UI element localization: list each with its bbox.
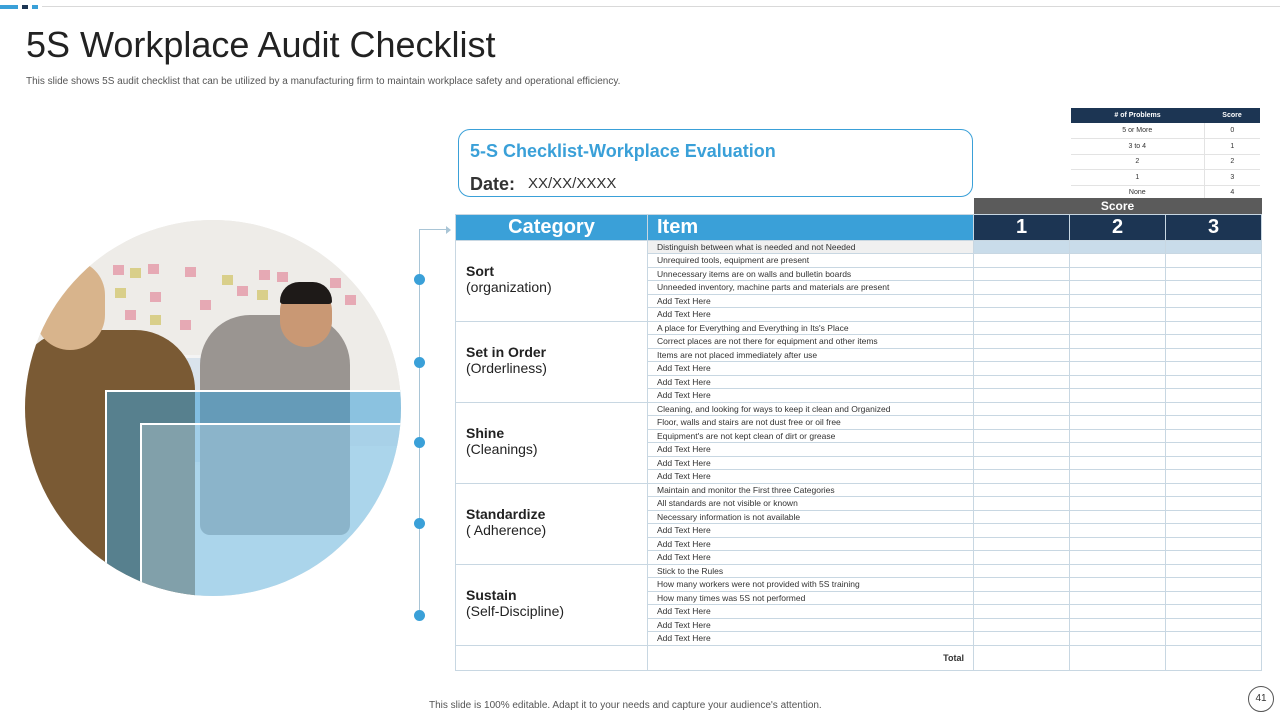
score-cell[interactable] <box>1166 510 1262 524</box>
score-cell[interactable] <box>1166 335 1262 349</box>
score-cell[interactable] <box>1166 591 1262 605</box>
score-cell[interactable] <box>1070 267 1166 281</box>
top-divider <box>42 6 1280 7</box>
table-row <box>1071 154 1260 170</box>
score-column-header: 2 <box>1070 214 1166 240</box>
sticky-note <box>150 292 161 302</box>
category-subtitle: (Orderliness) <box>466 359 547 376</box>
score-cell[interactable] <box>974 254 1070 268</box>
page-number: 41 <box>1248 686 1274 712</box>
page-title: 5S Workplace Audit Checklist <box>26 24 496 65</box>
score-cell[interactable] <box>974 429 1070 443</box>
problems-cell: 5 or More <box>1071 123 1204 139</box>
score-column-header: 1 <box>974 214 1070 240</box>
score-cell[interactable] <box>1166 483 1262 497</box>
score-cell[interactable] <box>974 524 1070 538</box>
checklist-item: Distinguish between what is needed and not Needed <box>648 240 974 254</box>
table-row <box>456 564 1262 578</box>
blank-cell <box>648 198 974 214</box>
category-subtitle: (Self-Discipline) <box>466 602 565 619</box>
sticky-note <box>115 288 126 298</box>
category-cell <box>456 240 648 321</box>
score-cell[interactable] <box>974 605 1070 619</box>
score-cell[interactable] <box>1070 375 1166 389</box>
score-cell[interactable] <box>1070 510 1166 524</box>
sticky-note <box>125 310 136 320</box>
score-cell[interactable] <box>974 348 1070 362</box>
total-score-cell[interactable] <box>1070 645 1166 670</box>
sticky-note <box>130 268 141 278</box>
checklist-item: Cleaning, and looking for ways to keep it clean and Organized <box>648 402 974 416</box>
table-row <box>456 483 1262 497</box>
problems-cell: 3 to 4 <box>1071 139 1204 155</box>
score-cell[interactable] <box>1070 335 1166 349</box>
score-header-row <box>456 198 1262 214</box>
score-cell[interactable] <box>974 443 1070 457</box>
score-cell[interactable] <box>974 510 1070 524</box>
score-cell[interactable] <box>1070 348 1166 362</box>
score-cell: 2 <box>1204 154 1260 170</box>
checklist-item: How many workers were not provided with 5S training <box>648 578 974 592</box>
score-cell[interactable] <box>1070 456 1166 470</box>
category-name: Set in Order <box>466 343 547 360</box>
footer-note: This slide is 100% editable. Adapt it to your needs and capture your audience's attention. <box>429 700 822 711</box>
checklist-item: Add Text Here <box>648 294 974 308</box>
score-cell[interactable] <box>1166 321 1262 335</box>
checklist-item: Add Text Here <box>648 362 974 376</box>
score-cell[interactable] <box>1070 389 1166 403</box>
checklist-item: How many times was 5S not performed <box>648 591 974 605</box>
score-cell[interactable] <box>974 470 1070 484</box>
checklist-item: Unneeded inventory, machine parts and materials are present <box>648 281 974 295</box>
score-cell[interactable] <box>1166 564 1262 578</box>
category-cell <box>456 402 648 483</box>
score-cell[interactable] <box>1166 308 1262 322</box>
score-group-header: Score <box>974 198 1262 214</box>
sticky-note <box>257 290 268 300</box>
score-cell[interactable] <box>1070 321 1166 335</box>
score-header: Score <box>1204 108 1260 123</box>
checklist-item: Add Text Here <box>648 605 974 619</box>
score-cell: 4 <box>1204 185 1260 201</box>
table-row <box>1071 123 1260 139</box>
score-cell[interactable] <box>1166 267 1262 281</box>
table-row <box>1071 170 1260 186</box>
problems-cell: 2 <box>1071 154 1204 170</box>
checklist-item: Add Text Here <box>648 524 974 538</box>
checklist-item: Add Text Here <box>648 389 974 403</box>
score-cell[interactable] <box>1070 537 1166 551</box>
checklist-item: Maintain and monitor the First three Categories <box>648 483 974 497</box>
sticky-note <box>277 272 288 282</box>
checklist-item: Add Text Here <box>648 308 974 322</box>
score-cell[interactable] <box>1166 389 1262 403</box>
column-header-row <box>456 214 1262 240</box>
sticky-note <box>330 278 341 288</box>
score-cell[interactable] <box>974 632 1070 646</box>
category-column-header: Category <box>456 214 648 240</box>
score-cell[interactable] <box>1070 470 1166 484</box>
timeline-line <box>419 229 420 617</box>
score-cell[interactable] <box>974 578 1070 592</box>
timeline-dot <box>414 610 425 621</box>
score-cell[interactable] <box>974 375 1070 389</box>
sticky-note <box>150 315 161 325</box>
checklist-item: Add Text Here <box>648 618 974 632</box>
page-subtitle: This slide shows 5S audit checklist that can be utilized by a manufacturing firm to maintain workplace safety and operational efficiency. <box>26 76 621 87</box>
score-cell[interactable] <box>1166 362 1262 376</box>
category-subtitle: (Cleanings) <box>466 440 538 457</box>
item-column-header: Item <box>648 214 974 240</box>
total-label: Total <box>648 645 974 670</box>
score-cell[interactable] <box>974 402 1070 416</box>
score-cell[interactable] <box>1166 524 1262 538</box>
sticky-note <box>237 286 248 296</box>
evaluation-box <box>458 129 973 197</box>
timeline-dot <box>414 274 425 285</box>
score-cell[interactable] <box>1166 375 1262 389</box>
score-cell[interactable] <box>974 551 1070 565</box>
checklist-item: Add Text Here <box>648 470 974 484</box>
checklist-item: Equipment's are not kept clean of dirt or grease <box>648 429 974 443</box>
evaluation-heading: 5-S Checklist-Workplace Evaluation <box>470 141 776 161</box>
score-cell[interactable] <box>1166 456 1262 470</box>
checklist-item: Correct places are not there for equipment and other items <box>648 335 974 349</box>
timeline-dot <box>414 437 425 448</box>
sticky-note <box>148 264 159 274</box>
score-cell[interactable] <box>974 456 1070 470</box>
category-subtitle: (organization) <box>466 278 552 295</box>
accent-square <box>22 5 28 9</box>
score-cell[interactable] <box>1070 362 1166 376</box>
timeline-arrow-icon <box>446 226 451 234</box>
score-cell[interactable] <box>1070 294 1166 308</box>
category-name: Standardize <box>466 505 546 522</box>
score-cell[interactable] <box>974 308 1070 322</box>
checklist-item: All standards are not visible or known <box>648 497 974 511</box>
score-cell[interactable] <box>1070 281 1166 295</box>
score-cell[interactable] <box>974 321 1070 335</box>
score-cell: 3 <box>1204 170 1260 186</box>
score-cell[interactable] <box>974 362 1070 376</box>
sticky-note <box>113 265 124 275</box>
table-row <box>456 321 1262 335</box>
score-cell[interactable] <box>1166 254 1262 268</box>
score-cell[interactable] <box>974 389 1070 403</box>
checklist-table <box>455 198 1262 671</box>
score-cell[interactable] <box>974 294 1070 308</box>
score-cell[interactable] <box>974 483 1070 497</box>
score-cell[interactable] <box>1166 470 1262 484</box>
score-cell[interactable] <box>974 240 1070 254</box>
checklist-item: Necessary information is not available <box>648 510 974 524</box>
score-cell[interactable] <box>1070 524 1166 538</box>
sticky-note <box>345 295 356 305</box>
checklist-item: Stick to the Rules <box>648 564 974 578</box>
score-cell[interactable] <box>1166 240 1262 254</box>
score-cell[interactable] <box>1070 483 1166 497</box>
blank-cell <box>456 198 648 214</box>
score-cell: 1 <box>1204 139 1260 155</box>
score-cell[interactable] <box>1070 591 1166 605</box>
sticky-note <box>259 270 270 280</box>
table-row <box>1071 139 1260 155</box>
category-cell <box>456 564 648 645</box>
total-row <box>456 645 1262 670</box>
checklist-item: Add Text Here <box>648 537 974 551</box>
sticky-note <box>180 320 191 330</box>
score-cell[interactable] <box>1070 254 1166 268</box>
top-accent-bar <box>0 5 1280 9</box>
score-cell: 0 <box>1204 123 1260 139</box>
score-cell[interactable] <box>1070 605 1166 619</box>
score-cell[interactable] <box>1070 497 1166 511</box>
table-row <box>456 402 1262 416</box>
score-cell[interactable] <box>974 591 1070 605</box>
score-cell[interactable] <box>1166 416 1262 430</box>
checklist-item: Add Text Here <box>648 632 974 646</box>
timeline-dot <box>414 357 425 368</box>
timeline-connector <box>419 229 449 230</box>
checklist-item: A place for Everything and Everything in Its's Place <box>648 321 974 335</box>
sticky-note <box>200 300 211 310</box>
sticky-note <box>185 267 196 277</box>
score-cell[interactable] <box>1070 578 1166 592</box>
score-cell[interactable] <box>1070 632 1166 646</box>
total-score-cell[interactable] <box>974 645 1070 670</box>
photo-person-hair <box>280 282 332 304</box>
score-cell[interactable] <box>1166 429 1262 443</box>
category-cell <box>456 321 648 402</box>
score-cell[interactable] <box>974 335 1070 349</box>
checklist-item: Add Text Here <box>648 443 974 457</box>
score-cell[interactable] <box>1070 443 1166 457</box>
score-cell[interactable] <box>1166 348 1262 362</box>
problems-cell: 1 <box>1071 170 1204 186</box>
date-value[interactable]: XX/XX/XXXX <box>528 175 617 192</box>
score-cell[interactable] <box>974 618 1070 632</box>
score-cell[interactable] <box>1166 551 1262 565</box>
table-row <box>456 240 1262 254</box>
checklist-item: Unrequired tools, equipment are present <box>648 254 974 268</box>
checklist-item: Floor, walls and stairs are not dust free or oil free <box>648 416 974 430</box>
score-cell[interactable] <box>1166 578 1262 592</box>
score-column-header: 3 <box>1166 214 1262 240</box>
category-cell <box>456 483 648 564</box>
score-cell[interactable] <box>1070 416 1166 430</box>
score-cell[interactable] <box>1166 605 1262 619</box>
score-cell[interactable] <box>974 537 1070 551</box>
date-label: Date: <box>470 174 516 194</box>
score-cell[interactable] <box>1070 551 1166 565</box>
score-cell[interactable] <box>1070 402 1166 416</box>
sticky-note <box>222 275 233 285</box>
problems-score-table <box>1071 108 1260 201</box>
score-cell[interactable] <box>974 564 1070 578</box>
checklist-item: Unnecessary items are on walls and bulletin boards <box>648 267 974 281</box>
score-cell[interactable] <box>1166 443 1262 457</box>
problems-header: # of Problems <box>1071 108 1204 123</box>
score-cell[interactable] <box>974 416 1070 430</box>
category-name: Sort <box>466 262 494 279</box>
score-cell[interactable] <box>1070 308 1166 322</box>
photo-overlay-frame <box>140 423 401 596</box>
score-cell[interactable] <box>974 281 1070 295</box>
score-cell[interactable] <box>1070 564 1166 578</box>
problems-cell: None <box>1071 185 1204 201</box>
score-cell[interactable] <box>1166 402 1262 416</box>
score-cell[interactable] <box>974 267 1070 281</box>
score-cell[interactable] <box>974 497 1070 511</box>
checklist-item: Add Text Here <box>648 551 974 565</box>
category-name: Sustain <box>466 586 517 603</box>
score-cell[interactable] <box>1166 281 1262 295</box>
checklist-body <box>456 240 1262 645</box>
score-cell[interactable] <box>1070 618 1166 632</box>
photo-person-head <box>35 260 105 350</box>
score-cell[interactable] <box>1070 240 1166 254</box>
checklist-item: Add Text Here <box>648 456 974 470</box>
checklist-item: Add Text Here <box>648 375 974 389</box>
accent-square <box>32 5 38 9</box>
team-photo-circle <box>25 220 401 596</box>
score-cell[interactable] <box>1070 429 1166 443</box>
score-cell[interactable] <box>1166 632 1262 646</box>
score-cell[interactable] <box>1166 497 1262 511</box>
score-cell[interactable] <box>1166 618 1262 632</box>
accent-square <box>0 5 18 9</box>
category-subtitle: ( Adherence) <box>466 521 547 538</box>
timeline-dot <box>414 518 425 529</box>
total-score-cell[interactable] <box>1166 645 1262 670</box>
score-cell[interactable] <box>1166 537 1262 551</box>
checklist-item: Items are not placed immediately after use <box>648 348 974 362</box>
score-cell[interactable] <box>1166 294 1262 308</box>
category-name: Shine <box>466 424 505 441</box>
blank-cell <box>456 645 648 670</box>
